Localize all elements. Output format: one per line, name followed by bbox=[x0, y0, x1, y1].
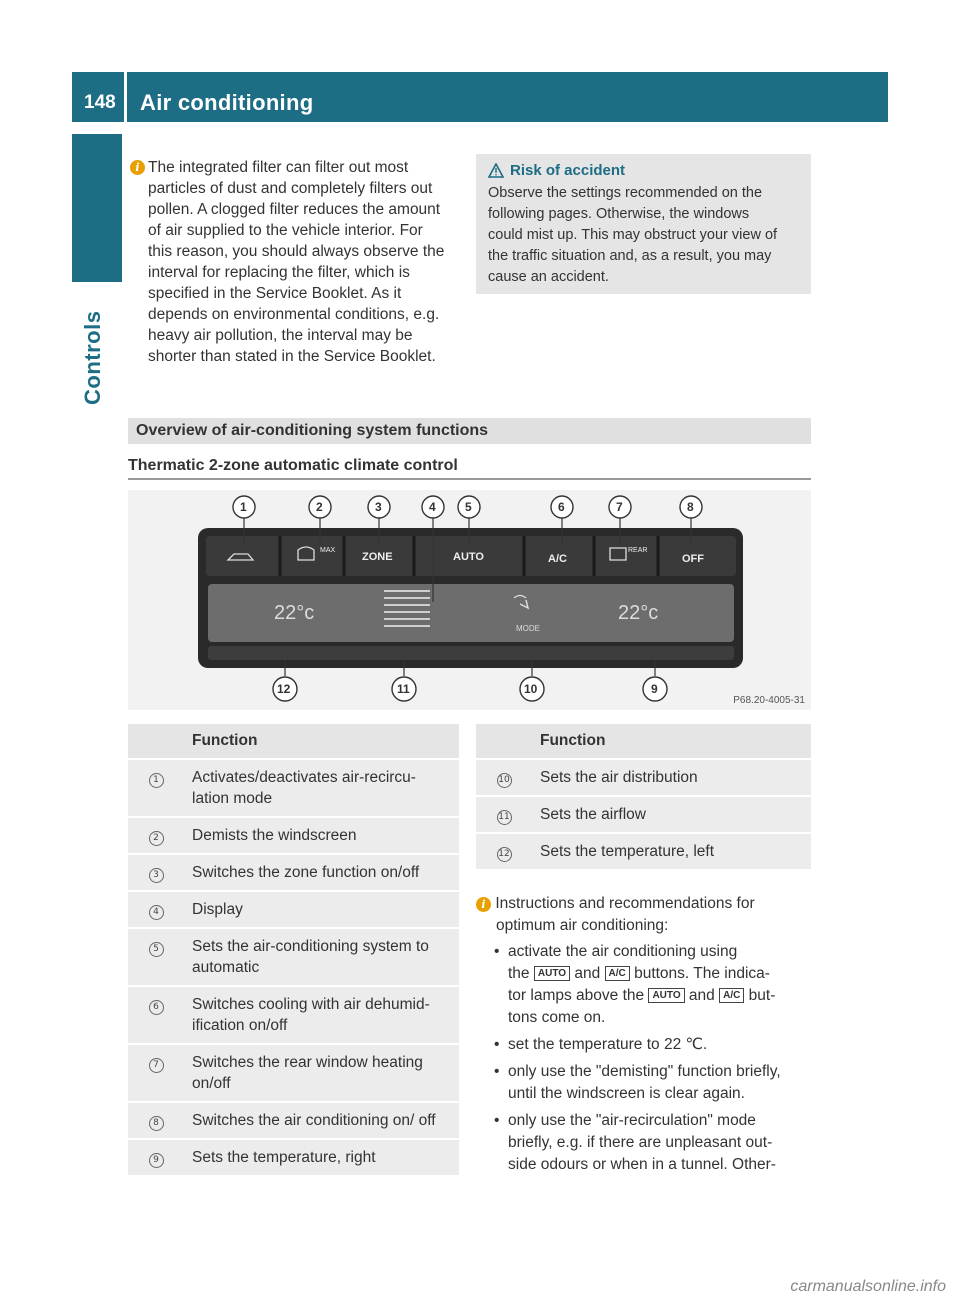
table-row bbox=[128, 760, 459, 816]
row-number: 6 bbox=[128, 987, 184, 1043]
callout-8: 8 bbox=[687, 500, 694, 514]
warning-box bbox=[476, 154, 811, 294]
info-icon: i bbox=[130, 160, 145, 175]
table-header-row bbox=[476, 724, 811, 758]
table-row bbox=[128, 929, 459, 985]
function-table-right bbox=[476, 722, 811, 871]
table-row bbox=[128, 1045, 459, 1101]
subsection-rule bbox=[128, 478, 811, 480]
table-header-function: Function bbox=[532, 724, 811, 758]
callout-9: 9 bbox=[651, 682, 658, 696]
warning-line: the traffic situation and, as a result, you may bbox=[488, 248, 772, 264]
table-row bbox=[476, 797, 811, 832]
row-function: Demists the windscreen bbox=[184, 818, 459, 853]
table-header-function: Function bbox=[184, 724, 459, 758]
figure-code: P68.20-4005-31 bbox=[733, 695, 805, 706]
row-function: Switches the rear window heating on/off bbox=[184, 1045, 459, 1101]
row-number: 4 bbox=[128, 892, 184, 927]
callout-2: 2 bbox=[316, 500, 323, 514]
row-function: Sets the air distribution bbox=[532, 760, 811, 795]
ac-button-glyph: A/C bbox=[605, 966, 630, 981]
list-item: • set the temperature to 22 ℃. bbox=[494, 1034, 816, 1056]
list-text: tons come on. bbox=[508, 1009, 606, 1026]
list-text: until the windscreen is clear again. bbox=[508, 1085, 745, 1102]
info-intro bbox=[476, 893, 816, 915]
list-text: tor lamps above the bbox=[508, 987, 645, 1004]
watermark: carmanualsonline.info bbox=[790, 1278, 946, 1295]
list-text: activate the air conditioning using bbox=[508, 943, 738, 960]
intro-line: optimum air conditioning: bbox=[496, 917, 669, 934]
callout-6: 6 bbox=[558, 500, 565, 514]
header-divider bbox=[124, 72, 127, 122]
info-line: heavy air pollution, the interval may be bbox=[148, 327, 413, 344]
ac-button: A/C bbox=[548, 553, 567, 565]
row-number: 5 bbox=[128, 929, 184, 985]
auto-button-glyph: AUTO bbox=[534, 966, 570, 981]
table-row bbox=[476, 760, 811, 795]
list-text: only use the "air-recirculation" mode bbox=[508, 1112, 756, 1129]
table-row bbox=[128, 892, 459, 927]
table-row bbox=[128, 1140, 459, 1175]
row-number: 10 bbox=[476, 760, 532, 795]
list-text: and bbox=[574, 965, 601, 982]
row-function: Activates/deactivates air-recircu-lation mode bbox=[184, 760, 459, 816]
warning-title: Risk of accident bbox=[510, 162, 626, 179]
list-text: the bbox=[508, 965, 530, 982]
side-chapter-label: Controls bbox=[80, 310, 105, 405]
info-line: specified in the Service Booklet. As it bbox=[148, 285, 402, 302]
row-function: Sets the temperature, right bbox=[184, 1140, 459, 1175]
max-label: MAX bbox=[320, 547, 336, 554]
list-text: side odours or when in a tunnel. Other- bbox=[508, 1156, 776, 1173]
zone-button: ZONE bbox=[362, 551, 393, 563]
row-number: 8 bbox=[128, 1103, 184, 1138]
list-text: and bbox=[688, 987, 715, 1004]
callout-5: 5 bbox=[465, 500, 472, 514]
row-function: Switches the air conditioning on/ off bbox=[184, 1103, 459, 1138]
auto-button-glyph: AUTO bbox=[648, 988, 684, 1003]
temp-left-display: 22°c bbox=[274, 602, 315, 624]
row-number: 2 bbox=[128, 818, 184, 853]
climate-panel-illustration bbox=[128, 490, 811, 710]
temp-right-display: 22°c bbox=[618, 602, 659, 624]
row-number: 12 bbox=[476, 834, 532, 869]
warning-line: Observe the settings recommended on the bbox=[488, 185, 763, 201]
list-item bbox=[494, 1061, 816, 1105]
info-line: depends on environmental conditions, e.g. bbox=[148, 306, 440, 323]
row-function: Switches cooling with air dehumid-ification on/off bbox=[184, 987, 459, 1043]
info-line: The integrated filter can filter out most bbox=[148, 159, 409, 176]
info-line: interval for replacing the filter, which is bbox=[148, 264, 410, 281]
list-text: but- bbox=[748, 987, 776, 1004]
row-number: 1 bbox=[128, 760, 184, 816]
callout-1: 1 bbox=[240, 500, 247, 514]
row-number: 9 bbox=[128, 1140, 184, 1175]
row-number: 11 bbox=[476, 797, 532, 832]
page-number: 148 bbox=[84, 92, 116, 113]
info-line: shorter than stated in the Service Booklet. bbox=[148, 348, 436, 365]
warning-line: could mist up. This may obstruct your view of bbox=[488, 227, 778, 243]
callout-4: 4 bbox=[429, 500, 436, 514]
callout-3: 3 bbox=[375, 500, 382, 514]
row-function: Sets the temperature, left bbox=[532, 834, 811, 869]
info-line: pollen. A clogged filter reduces the amount bbox=[148, 201, 441, 218]
info-note-recommendations bbox=[476, 893, 816, 1181]
page-header bbox=[72, 72, 888, 122]
row-function: Sets the air-conditioning system to automatic bbox=[184, 929, 459, 985]
table-header-num bbox=[128, 724, 184, 758]
warning-line: following pages. Otherwise, the windows bbox=[488, 206, 750, 222]
warning-line: cause an accident. bbox=[488, 269, 609, 285]
recommendation-list bbox=[476, 941, 816, 1176]
info-line: of air supplied to the vehicle interior. For bbox=[148, 222, 423, 239]
warning-text bbox=[488, 183, 799, 288]
row-function: Display bbox=[184, 892, 459, 927]
row-function: Sets the airflow bbox=[532, 797, 811, 832]
row-function: Switches the zone function on/off bbox=[184, 855, 459, 890]
page-title: Air conditioning bbox=[140, 90, 314, 115]
warning-triangle-icon bbox=[488, 163, 504, 183]
climate-control-figure bbox=[128, 490, 811, 710]
table-row bbox=[128, 855, 459, 890]
table-row bbox=[476, 834, 811, 869]
intro-line: Instructions and recommendations for bbox=[495, 895, 755, 912]
list-item bbox=[494, 1110, 816, 1176]
subsection-title: Thermatic 2-zone automatic climate control bbox=[128, 457, 458, 474]
callout-10: 10 bbox=[524, 682, 538, 696]
section-title: Overview of air-conditioning system functions bbox=[136, 422, 489, 439]
table-row bbox=[128, 818, 459, 853]
rear-label: REAR bbox=[628, 547, 648, 554]
callout-7: 7 bbox=[616, 500, 623, 514]
table-row bbox=[128, 1103, 459, 1138]
callout-12: 12 bbox=[277, 682, 291, 696]
info-icon: i bbox=[476, 897, 491, 912]
row-number: 3 bbox=[128, 855, 184, 890]
section-heading-bar bbox=[128, 418, 811, 444]
list-text: buttons. The indica- bbox=[634, 965, 770, 982]
side-tab bbox=[72, 134, 122, 282]
info-note-filter bbox=[135, 157, 468, 367]
ac-button-glyph: A/C bbox=[719, 988, 744, 1003]
info-line: particles of dust and completely filters out bbox=[148, 180, 433, 197]
table-header-row bbox=[128, 724, 459, 758]
auto-button: AUTO bbox=[453, 551, 484, 563]
list-item bbox=[494, 941, 816, 1029]
list-text: briefly, e.g. if there are unpleasant out- bbox=[508, 1134, 773, 1151]
table-header-num bbox=[476, 724, 532, 758]
info-line: this reason, you should always observe the bbox=[148, 243, 445, 260]
callout-11: 11 bbox=[397, 682, 410, 696]
mode-label: MODE bbox=[516, 624, 540, 633]
row-number: 7 bbox=[128, 1045, 184, 1101]
function-table-left bbox=[128, 722, 459, 1177]
table-row bbox=[128, 987, 459, 1043]
off-button: OFF bbox=[682, 553, 704, 565]
list-text: only use the "demisting" function briefly, bbox=[508, 1063, 781, 1080]
